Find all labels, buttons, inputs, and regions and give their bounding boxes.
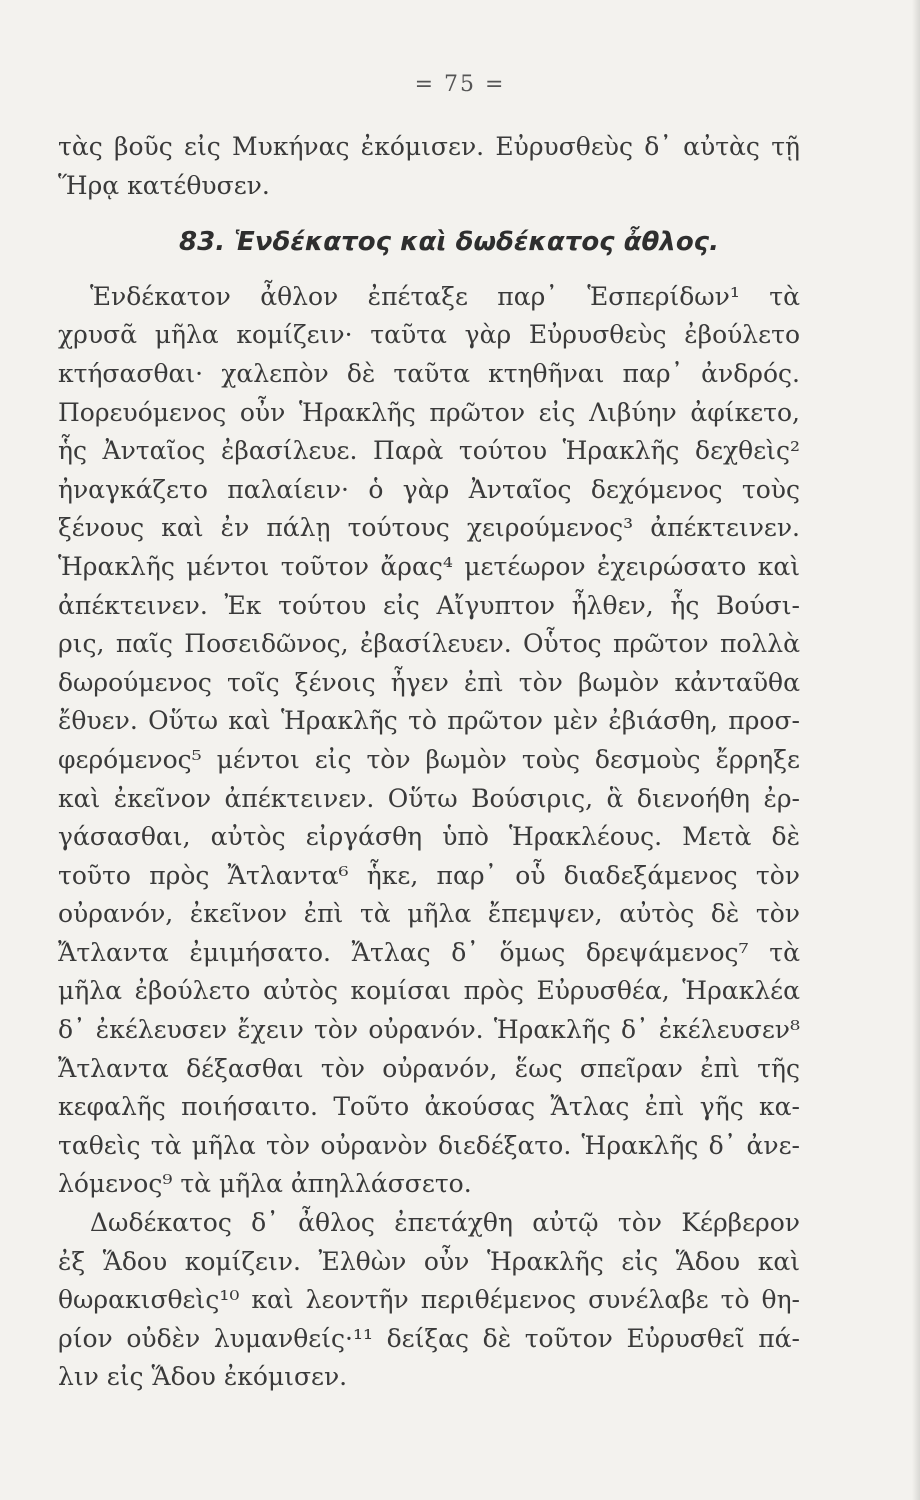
text-line: Ἄτλαντα δέξασθαι τὸν οὐρανόν, ἕως σπεῖραν ἐπὶ τῆς (58, 1053, 800, 1083)
text-line: τοῦτο πρὸς Ἄτλαντα⁶ ἧκε, παρ᾿ οὗ διαδεξάμενος τὸν (58, 860, 800, 890)
text-line: κτήσασθαι· χαλεπὸν δὲ ταῦτα κτηθῆναι παρ᾿ ἀνδρός. (58, 358, 800, 388)
page-text (58, 128, 800, 1397)
text-line: χρυσᾶ μῆλα κομίζειν· ταῦτα γὰρ Εὐρυσθεὺς ἐβούλετο (58, 320, 800, 350)
text-line: ἠναγκάζετο παλαίειν· ὁ γὰρ Ἀνταῖος δεχόμενος τοὺς (58, 474, 800, 504)
text-line: δωρούμενος τοῖς ξένοις ἦγεν ἐπὶ τὸν βωμὸν κἀνταῦθα (58, 667, 800, 697)
text-line: Ἥρᾳ κατέθυσεν. (58, 170, 270, 200)
text-line: ἧς Ἀνταῖος ἐβασίλευε. Παρὰ τούτου Ἡρακλῆς δεχθεὶς² (58, 436, 800, 466)
text-line: Ἄτλαντα ἐμιμήσατο. Ἄτλας δ᾿ ὅμως δρεψάμενος⁷ τὰ (58, 937, 800, 967)
text-line: ρίον οὐδὲν λυμανθείς·¹¹ δείξας δὲ τοῦτον Εὐρυσθεῖ πά- (58, 1323, 800, 1353)
text-line: ἐξ Ἅδου κομίζειν. Ἐλθὼν οὖν Ἡρακλῆς εἰς Ἅδου καὶ (58, 1246, 800, 1276)
text-line: τὰς βοῦς εἰς Μυκήνας ἐκόμισεν. Εὐρυσθεὺς δ᾿ αὐτὰς τῇ (58, 132, 800, 161)
text-line: φερόμενος⁵ μέντοι εἰς τὸν βωμὸν τοὺς δεσμοὺς ἔρρηξε (58, 744, 800, 774)
paragraph-eleventh-labor (58, 278, 800, 1204)
text-line: καὶ ἐκεῖνον ἀπέκτεινεν. Οὕτω Βούσιρις, ἃ διενοήθη ἐρ- (58, 783, 800, 813)
text-line: Ἑνδέκατον ἆθλον ἐπέταξε παρ᾿ Ἑσπερίδων¹ τὰ (90, 281, 800, 311)
paragraph-opening (58, 128, 800, 205)
page-number: = 75 = (414, 72, 506, 97)
text-line: γάσασθαι, αὐτὸς εἰργάσθη ὑπὸ Ἡρακλέους. Μετὰ δὲ (58, 822, 800, 852)
text-line: ἀπέκτεινεν. Ἐκ τούτου εἰς Αἴγυπτον ἦλθεν, ἧς Βούσι- (58, 590, 800, 620)
text-line: κεφαλῆς ποιήσαιτο. Τοῦτο ἀκούσας Ἄτλας ἐπὶ γῆς κα- (58, 1092, 800, 1122)
text-line: μῆλα ἐβούλετο αὐτὸς κομίσαι πρὸς Εὐρυσθέα, Ἡρακλέα (58, 976, 800, 1006)
page-edge-shadow (912, 0, 920, 1500)
text-line: ξένους καὶ ἐν πάλῃ τούτους χειρούμενος³ ἀπέκτεινεν. (58, 513, 800, 543)
text-line: λόμενος⁹ τὰ μῆλα ἀπηλλάσσετο. (58, 1169, 472, 1199)
section-heading: 83. Ἑνδέκατος καὶ δωδέκατος ἆθλος. (179, 227, 719, 258)
paragraph-twelfth-labor (58, 1204, 800, 1397)
text-line: Ἡρακλῆς μέντοι τοῦτον ἄρας⁴ μετέωρον ἐχειρώσατο καὶ (58, 551, 800, 581)
text-line: δ᾿ ἐκέλευσεν ἔχειν τὸν οὐρανόν. Ἡρακλῆς δ᾿ ἐκέλευσεν⁸ (58, 1015, 800, 1045)
text-line: λιν εἰς Ἅδου ἐκόμισεν. (58, 1362, 348, 1392)
text-line: ταθεὶς τὰ μῆλα τὸν οὐρανὸν διεδέξατο. Ἡρακλῆς δ᾿ ἀνε- (58, 1130, 800, 1160)
text-line: θωρακισθεὶς¹⁰ καὶ λεοντῆν περιθέμενος συνέλαβε τὸ θη- (58, 1285, 800, 1315)
text-line: ἔθυεν. Οὕτω καὶ Ἡρακλῆς τὸ πρῶτον μὲν ἐβιάσθη, προσ- (58, 706, 800, 736)
text-line: οὐρανόν, ἐκεῖνον ἐπὶ τὰ μῆλα ἔπεμψεν, αὐτὸς δὲ τὸν (58, 899, 800, 929)
text-line: ρις, παῖς Ποσειδῶνος, ἐβασίλευεν. Οὗτος πρῶτον πολλὰ (58, 629, 800, 659)
text-line: Δωδέκατος δ᾿ ἆθλος ἐπετάχθη αὐτῷ τὸν Κέρβερον (90, 1208, 800, 1238)
text-line: Πορευόμενος οὖν Ἡρακλῆς πρῶτον εἰς Λιβύην ἀφίκετο, (58, 397, 800, 427)
